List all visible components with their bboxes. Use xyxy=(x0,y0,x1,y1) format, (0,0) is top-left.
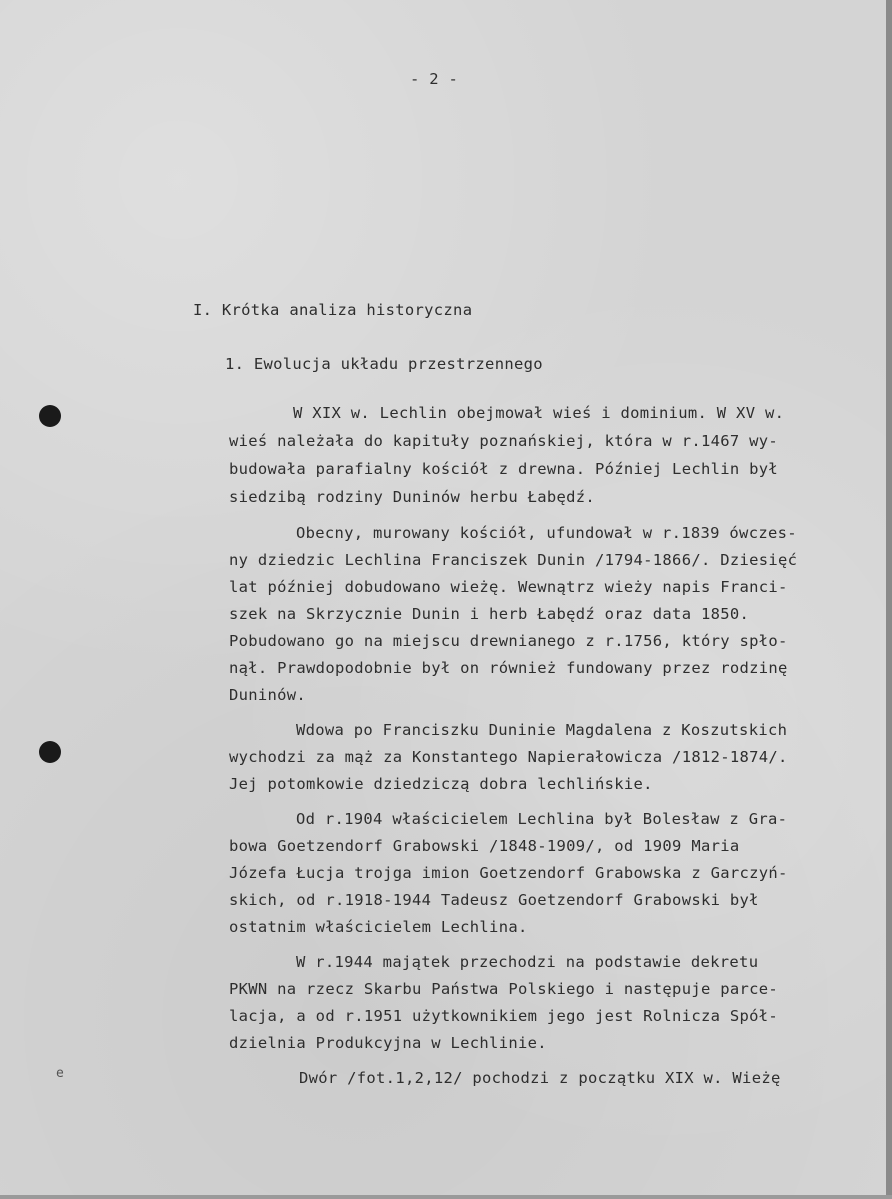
page-edge-right xyxy=(886,0,892,1199)
paragraph-3-line: wychodzi za mąż za Konstantego Napierałowicza /1812-1874/. xyxy=(229,748,788,766)
paragraph-3-line: Jej potomkowie dziedziczą dobra lechlińskie. xyxy=(229,775,653,793)
paragraph-5-line: W r.1944 majątek przechodzi na podstawie dekretu xyxy=(296,953,759,971)
paragraph-2-line: Obecny, murowany kościół, ufundował w r.1839 ówczes- xyxy=(296,524,797,542)
subsection-heading: 1. Ewolucja układu przestrzennego xyxy=(225,355,543,373)
punch-hole-top xyxy=(39,405,61,427)
paragraph-2-line: Duninów. xyxy=(229,686,307,704)
paragraph-5-line: lacja, a od r.1951 użytkownikiem jego jest Rolnicza Spół- xyxy=(229,1007,779,1025)
paragraph-3-line: Wdowa po Franciszku Duninie Magdalena z Koszutskich xyxy=(296,721,788,739)
paragraph-4-line: bowa Goetzendorf Grabowski /1848-1909/, od 1909 Maria xyxy=(229,837,740,855)
paragraph-5-line: dzielnia Produkcyjna w Lechlinie. xyxy=(229,1034,547,1052)
punch-hole-bottom xyxy=(39,741,61,763)
paragraph-1-line: wieś należała do kapituły poznańskiej, która w r.1467 wy- xyxy=(229,432,779,450)
margin-mark: e xyxy=(56,1066,64,1081)
paragraph-1-line: budowała parafialny kościół z drewna. Później Lechlin był xyxy=(229,460,779,478)
paragraph-4-line: ostatnim właścicielem Lechlina. xyxy=(229,918,528,936)
paragraph-2-line: szek na Skrzycznie Dunin i herb Łabędź oraz data 1850. xyxy=(229,605,750,623)
section-heading: I. Krótka analiza historyczna xyxy=(193,301,473,319)
paragraph-4-line: Od r.1904 właścicielem Lechlina był Bolesław z Gra- xyxy=(296,810,788,828)
paragraph-1-line: siedzibą rodziny Duninów herbu Łabędź. xyxy=(229,488,596,506)
paragraph-2-line: nął. Prawdopodobnie był on również fundowany przez rodzinę xyxy=(229,659,788,677)
paragraph-2-line: lat później dobudowano wieżę. Wewnątrz wieży napis Franci- xyxy=(229,578,788,596)
paragraph-1-line: W XIX w. Lechlin obejmował wieś i dominium. W XV w. xyxy=(293,404,785,422)
paragraph-2-line: ny dziedzic Lechlina Franciszek Dunin /1794-1866/. Dziesięć xyxy=(229,551,798,569)
paragraph-5-line: PKWN na rzecz Skarbu Państwa Polskiego i następuje parce- xyxy=(229,980,779,998)
paragraph-4-line: skich, od r.1918-1944 Tadeusz Goetzendorf Grabowski był xyxy=(229,891,759,909)
page-number: - 2 - xyxy=(410,70,459,88)
page-edge-bottom xyxy=(0,1195,892,1199)
paragraph-4-line: Józefa Łucja trojga imion Goetzendorf Grabowska z Garczyń- xyxy=(229,864,788,882)
paragraph-6-line: Dwór /fot.1,2,12/ pochodzi z początku XIX w. Wieżę xyxy=(299,1069,781,1087)
paragraph-2-line: Pobudowano go na miejscu drewnianego z r.1756, który spło- xyxy=(229,632,788,650)
